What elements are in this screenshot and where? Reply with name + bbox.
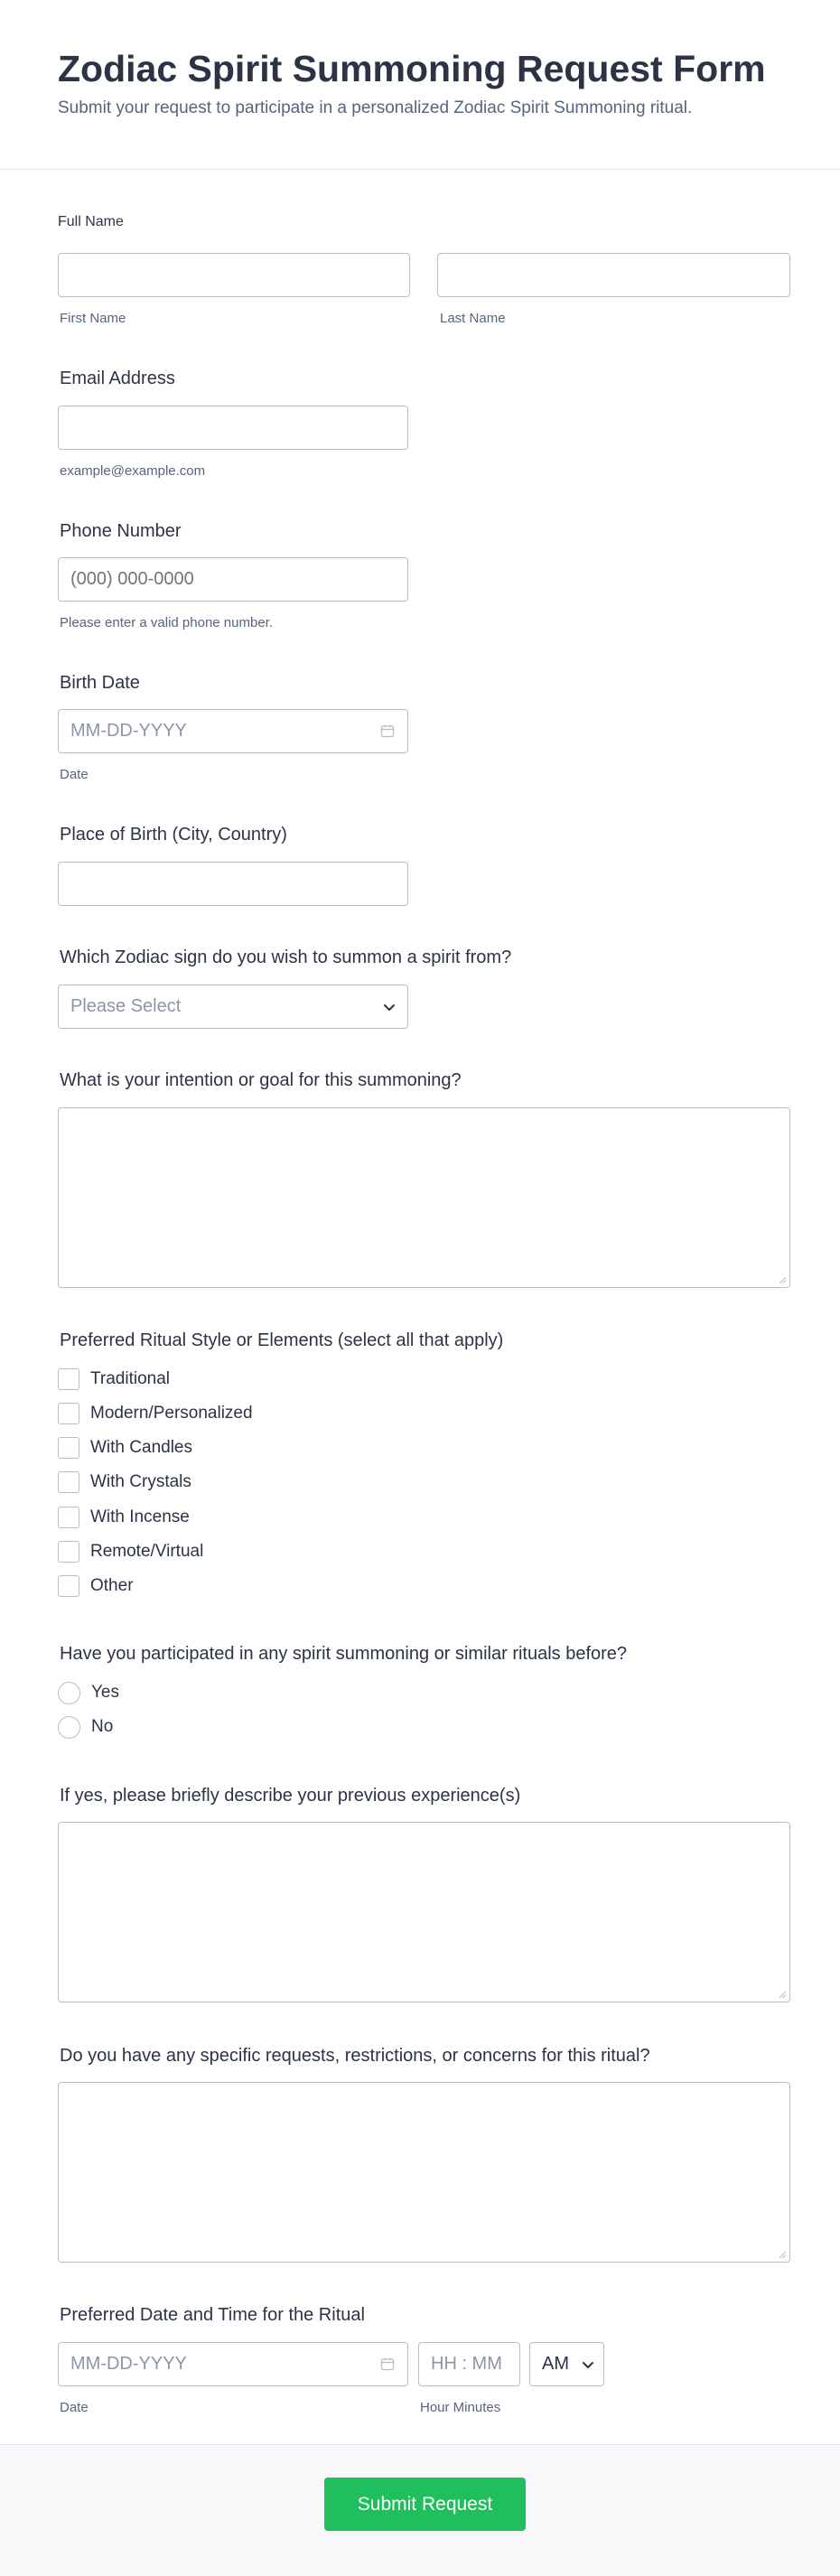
ritual-time-sublabel: Hour Minutes: [420, 2400, 501, 2415]
resize-grip-icon[interactable]: [778, 1990, 787, 1999]
checkbox[interactable]: [58, 1471, 79, 1493]
form-header: [0, 0, 840, 170]
first-name-sublabel: First Name: [60, 311, 126, 326]
ritual-option-other[interactable]: [58, 1574, 134, 1598]
email-sublabel: example@example.com: [60, 463, 206, 479]
birth-date-placeholder: MM-DD-YYYY: [70, 721, 187, 741]
birth-place-input[interactable]: [58, 862, 408, 906]
option-label: Traditional: [90, 1369, 171, 1388]
checkbox[interactable]: [58, 1507, 79, 1528]
ritual-option-modern[interactable]: [58, 1402, 253, 1425]
ampm-select[interactable]: [529, 2342, 604, 2386]
resize-grip-icon[interactable]: [778, 2250, 787, 2259]
ritual-option-remote[interactable]: [58, 1540, 203, 1563]
checkbox[interactable]: [58, 1437, 79, 1459]
email-input[interactable]: [58, 406, 408, 450]
ritual-option-crystals[interactable]: [58, 1470, 191, 1494]
birth-date-label: Birth Date: [60, 673, 140, 693]
option-label: No: [91, 1717, 114, 1736]
ampm-selected-value: AM: [542, 2354, 569, 2374]
checkbox[interactable]: [58, 1541, 79, 1563]
last-name-sublabel: Last Name: [440, 311, 506, 326]
email-label: Email Address: [60, 369, 175, 388]
option-label: With Crystals: [90, 1472, 191, 1491]
zodiac-selected-value: Please Select: [70, 996, 182, 1016]
calendar-icon[interactable]: [380, 723, 395, 738]
ritual-date-input[interactable]: [58, 2342, 408, 2386]
experience-label: If yes, please briefly describe your previous experience(s): [60, 1786, 521, 1806]
ritual-date-sublabel: Date: [60, 2400, 89, 2415]
intention-textarea[interactable]: [58, 1107, 790, 1288]
checkbox[interactable]: [58, 1403, 79, 1424]
checkbox[interactable]: [58, 1368, 79, 1390]
ritual-option-incense[interactable]: [58, 1506, 190, 1529]
participated-option-no[interactable]: [58, 1715, 113, 1739]
option-label: With Incense: [90, 1507, 190, 1526]
ritual-option-candles[interactable]: [58, 1436, 192, 1460]
birth-date-input[interactable]: [58, 709, 408, 753]
phone-sublabel: Please enter a valid phone number.: [60, 615, 273, 630]
experience-textarea[interactable]: [58, 1822, 790, 2002]
radio-button[interactable]: [58, 1682, 80, 1704]
resize-grip-icon[interactable]: [778, 1275, 787, 1284]
ritual-style-label: Preferred Ritual Style or Elements (select all that apply): [60, 1330, 504, 1350]
chevron-down-icon: [382, 1000, 397, 1014]
zodiac-label: Which Zodiac sign do you wish to summon a spirit from?: [60, 947, 512, 967]
first-name-input[interactable]: [58, 253, 410, 297]
ritual-option-traditional[interactable]: [58, 1367, 170, 1391]
option-label: With Candles: [90, 1438, 192, 1457]
phone-label: Phone Number: [60, 521, 182, 541]
requests-textarea[interactable]: [58, 2082, 790, 2263]
ritual-time-input[interactable]: [418, 2342, 520, 2386]
intention-label: What is your intention or goal for this summoning?: [60, 1070, 462, 1090]
option-label: Other: [90, 1576, 134, 1595]
birth-date-sublabel: Date: [60, 767, 89, 782]
submit-button[interactable]: Submit Request: [324, 2478, 526, 2531]
page-subtitle: Submit your request to participate in a personalized Zodiac Spirit Summoning ritual.: [58, 98, 693, 117]
ritual-datetime-label: Preferred Date and Time for the Ritual: [60, 2305, 365, 2325]
full-name-label: Full Name: [58, 214, 124, 229]
last-name-input[interactable]: [437, 253, 790, 297]
phone-input[interactable]: [58, 557, 408, 602]
option-label: Yes: [91, 1683, 119, 1702]
page-title: Zodiac Spirit Summoning Request Form: [58, 48, 766, 89]
radio-button[interactable]: [58, 1716, 80, 1739]
zodiac-select[interactable]: [58, 985, 408, 1029]
checkbox[interactable]: [58, 1575, 79, 1597]
participated-label: Have you participated in any spirit summoning or similar rituals before?: [60, 1644, 628, 1664]
birth-place-label: Place of Birth (City, Country): [60, 825, 287, 845]
ritual-date-placeholder: MM-DD-YYYY: [70, 2354, 187, 2374]
ritual-time-placeholder: HH : MM: [431, 2354, 502, 2374]
option-label: Remote/Virtual: [90, 1542, 204, 1561]
option-label: Modern/Personalized: [90, 1404, 253, 1423]
chevron-down-icon: [581, 2357, 595, 2372]
participated-option-yes[interactable]: [58, 1681, 119, 1704]
calendar-icon[interactable]: [380, 2357, 395, 2371]
requests-label: Do you have any specific requests, restrictions, or concerns for this ritual?: [60, 2046, 650, 2066]
